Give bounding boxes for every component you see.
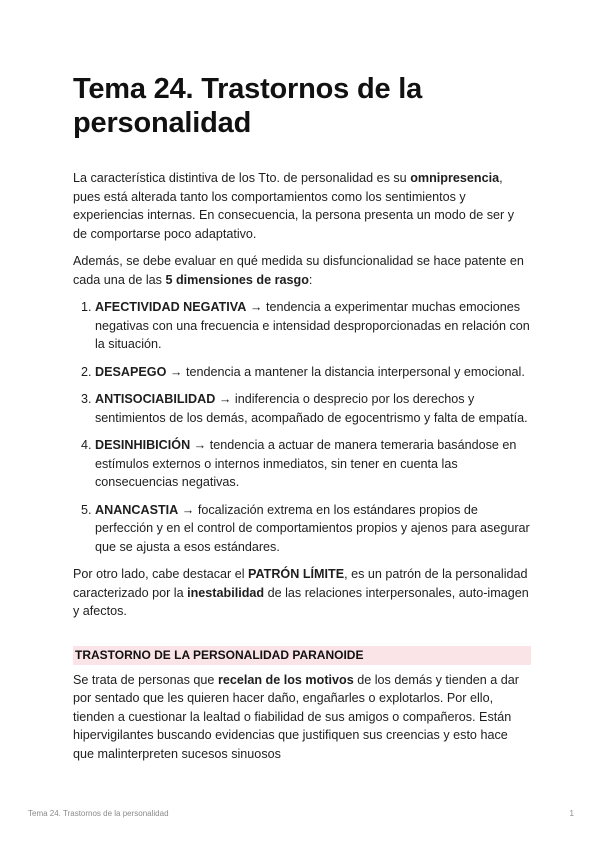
page-number: 1 bbox=[569, 809, 574, 818]
list-item bbox=[95, 501, 531, 557]
text-run: , es un patrón de la personalidad caracterizado por la bbox=[73, 567, 528, 600]
text-run: : bbox=[308, 272, 313, 287]
paragraph-paranoide bbox=[73, 671, 531, 764]
list-item bbox=[95, 363, 531, 382]
dimension-name: AFECTIVIDAD NEGATIVA bbox=[95, 300, 247, 314]
text-run: de las relaciones interpersonales, auto-imagen y afectos. bbox=[73, 585, 529, 618]
bold-term: inestabilidad bbox=[187, 585, 265, 600]
dimension-desc: → tendencia a actuar de manera temeraria basándose en estímulos externos o internos inmediatos, sin tener en cuenta las consecuencias negativas. bbox=[95, 438, 517, 489]
list-item bbox=[95, 298, 531, 354]
footer-title: Tema 24. Trastornos de la personalidad bbox=[28, 809, 169, 818]
dimension-name: DESINHIBICIÓN bbox=[95, 438, 191, 452]
dimension-name: ANTISOCIABILIDAD bbox=[95, 392, 216, 406]
dimension-desc: → indiferencia o desprecio por los derechos y sentimientos de los demás, acompañado de egocentrismo y falta de empatía. bbox=[95, 392, 528, 425]
dimensions-list bbox=[73, 298, 531, 556]
bold-term: 5 dimensiones de rasgo bbox=[165, 272, 309, 287]
text-run: Por otro lado, cabe destacar el bbox=[73, 567, 249, 581]
section-heading-paranoide: TRASTORNO DE LA PERSONALIDAD PARANOIDE bbox=[73, 646, 531, 665]
list-item bbox=[95, 390, 531, 427]
dimension-desc: → tendencia a mantener la distancia interpersonal y emocional. bbox=[166, 364, 525, 379]
bold-term: omnipresencia bbox=[410, 171, 500, 185]
dimension-name: DESAPEGO bbox=[95, 364, 167, 379]
text-run: Además, se debe evaluar en qué medida su disfuncionalidad se hace patente en cada una de las bbox=[73, 254, 524, 287]
list-item bbox=[95, 436, 531, 492]
bold-term: recelan de los motivos bbox=[217, 672, 354, 687]
bold-term: PATRÓN LÍMITE bbox=[248, 567, 345, 581]
document-page bbox=[73, 72, 531, 772]
page-footer bbox=[28, 809, 574, 818]
text-run: La característica distintiva de los Tto. de personalidad es su bbox=[73, 171, 411, 185]
dimension-name: ANANCASTIA bbox=[95, 502, 179, 517]
page-title: Tema 24. Trastornos de la personalidad bbox=[73, 73, 423, 139]
paragraph-omnipresencia bbox=[73, 169, 531, 243]
paragraph-patron-limite bbox=[73, 565, 531, 621]
text-run: , pues está alterada tanto los comportamientos como los sentimientos y experiencias internas. En consecuencia, la persona presenta un modo de ser y de comportarse poco adaptativo. bbox=[73, 171, 515, 241]
intro-section bbox=[73, 169, 531, 621]
dimension-desc: → focalización extrema en los estándares propios de perfección y en el control de comportamientos propios y ajenos para asegurar que se ajusta a esos estándares. bbox=[95, 502, 530, 554]
text-run: Se trata de personas que bbox=[73, 672, 218, 687]
dimension-desc: → tendencia a experimentar muchas emociones negativas con una frecuencia e intensidad desproporcionadas en relación con la situación. bbox=[95, 300, 530, 351]
text-run: de los demás y tienden a dar por sentado que les quieren hacer daño, engañarles o explotarlos. Por ello, tienden a cuestionar la lealtad o fiabilidad de sus amigos o compañeros. Están hipervigilantes buscando evidencias que justifiquen sus creencias y esto hace que malinterpreten sucesos sinuosos bbox=[73, 672, 519, 761]
paragraph-dimensiones bbox=[73, 252, 531, 289]
